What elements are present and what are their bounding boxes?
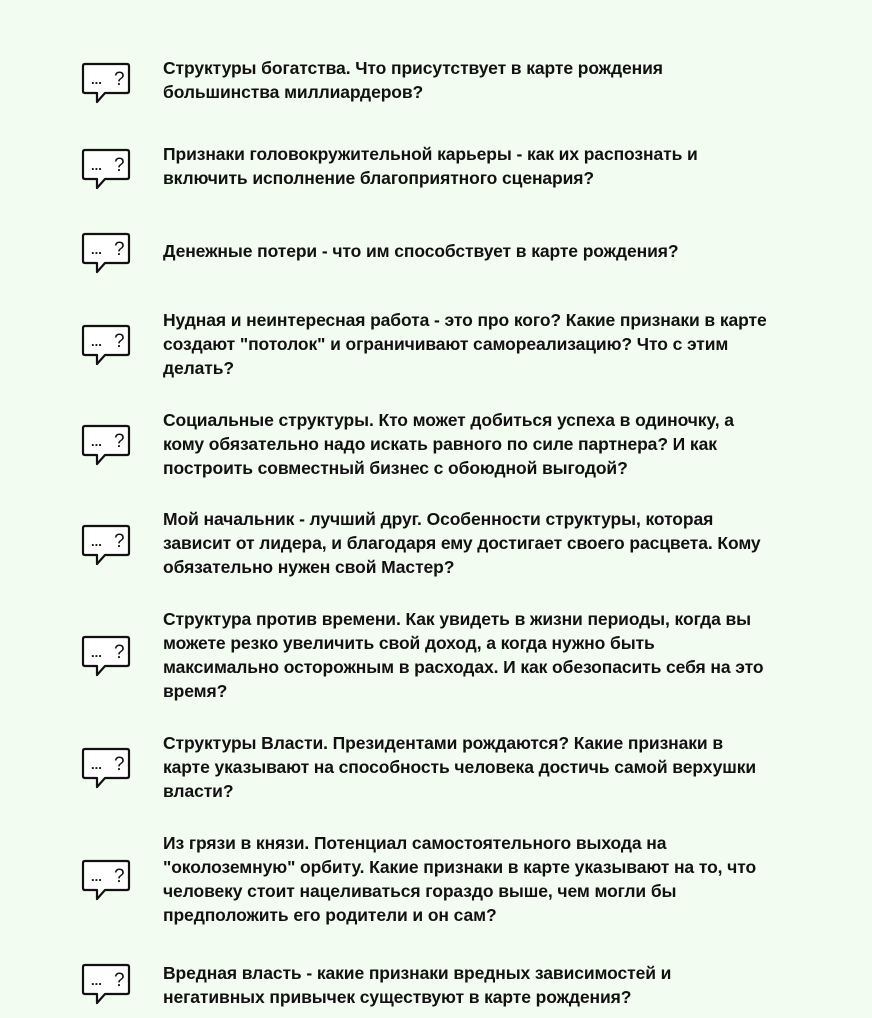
- topic-text: Мой начальник - лучший друг. Особенности структуры, которая зависит от лидера, и благодаря ему достигает своего расцвета. Кому обязательно нужен свой Мастер?: [163, 509, 761, 577]
- svg-text:?: ?: [114, 754, 125, 775]
- svg-text:?: ?: [114, 642, 125, 663]
- topic-text: Из грязи в князи. Потенциал самостоятельного выхода на "околоземную" орбиту. Какие признаки в карте указывают на то, что человеку стоит нацеливаться гораздо выше, чем могли бы предположить его родители и он сам?: [163, 833, 757, 925]
- speech-bubble-question-icon: [81, 422, 131, 468]
- svg-text:...: ...: [91, 757, 102, 772]
- topic-text: Денежные потери - что им способствует в карте рождения?: [163, 241, 679, 261]
- svg-text:?: ?: [114, 69, 125, 90]
- speech-bubble-question-icon: [81, 857, 131, 903]
- svg-text:...: ...: [91, 973, 102, 988]
- topic-text: Структуры Власти. Президентами рождаются? Какие признаки в карте указывают на способность человека достичь самой верхушки власти?: [163, 733, 757, 801]
- svg-text:?: ?: [114, 531, 125, 552]
- svg-text:...: ...: [91, 434, 102, 449]
- svg-text:?: ?: [114, 866, 125, 887]
- svg-text:...: ...: [91, 72, 102, 87]
- svg-text:?: ?: [114, 431, 125, 452]
- speech-bubble-question-icon: [81, 146, 131, 192]
- topic-text: Социальные структуры. Кто может добиться успеха в одиночку, а кому обязательно надо искать равного по силе партнера? И как построить совместный бизнес с обоюдной выгодой?: [163, 410, 734, 478]
- svg-text:?: ?: [114, 155, 125, 176]
- speech-bubble-question-icon: [81, 961, 131, 1007]
- speech-bubble-question-icon: [81, 633, 131, 679]
- topic-text: Вредная власть - какие признаки вредных зависимостей и негативных привычек существуют в карте рождения?: [163, 963, 672, 1007]
- speech-bubble-question-icon: [81, 322, 131, 368]
- svg-text:...: ...: [91, 534, 102, 549]
- topic-text: Нудная и неинтересная работа - это про кого? Какие признаки в карте создают "потолок" и ограничивают самореализацию? Что с этим делать?: [163, 310, 767, 378]
- svg-text:...: ...: [91, 242, 102, 257]
- topic-text: Структура против времени. Как увидеть в жизни периоды, когда вы можете резко увеличить свой доход, а когда нужно быть максимально осторожным в расходах. И как обезопасить себя на это время?: [163, 609, 764, 701]
- svg-text:...: ...: [91, 645, 102, 660]
- svg-text:?: ?: [114, 239, 125, 260]
- speech-bubble-question-icon: [81, 60, 131, 106]
- topic-text: Структуры богатства. Что присутствует в карте рождения большинства миллиардеров?: [163, 58, 663, 102]
- svg-text:...: ...: [91, 869, 102, 884]
- speech-bubble-question-icon: [81, 230, 131, 276]
- svg-text:...: ...: [91, 158, 102, 173]
- speech-bubble-question-icon: [81, 745, 131, 791]
- svg-text:...: ...: [91, 334, 102, 349]
- topic-text: Признаки головокружительной карьеры - как их распознать и включить исполнение благоприятного сценария?: [163, 144, 698, 188]
- speech-bubble-question-icon: [81, 522, 131, 568]
- svg-text:?: ?: [114, 970, 125, 991]
- svg-text:?: ?: [114, 331, 125, 352]
